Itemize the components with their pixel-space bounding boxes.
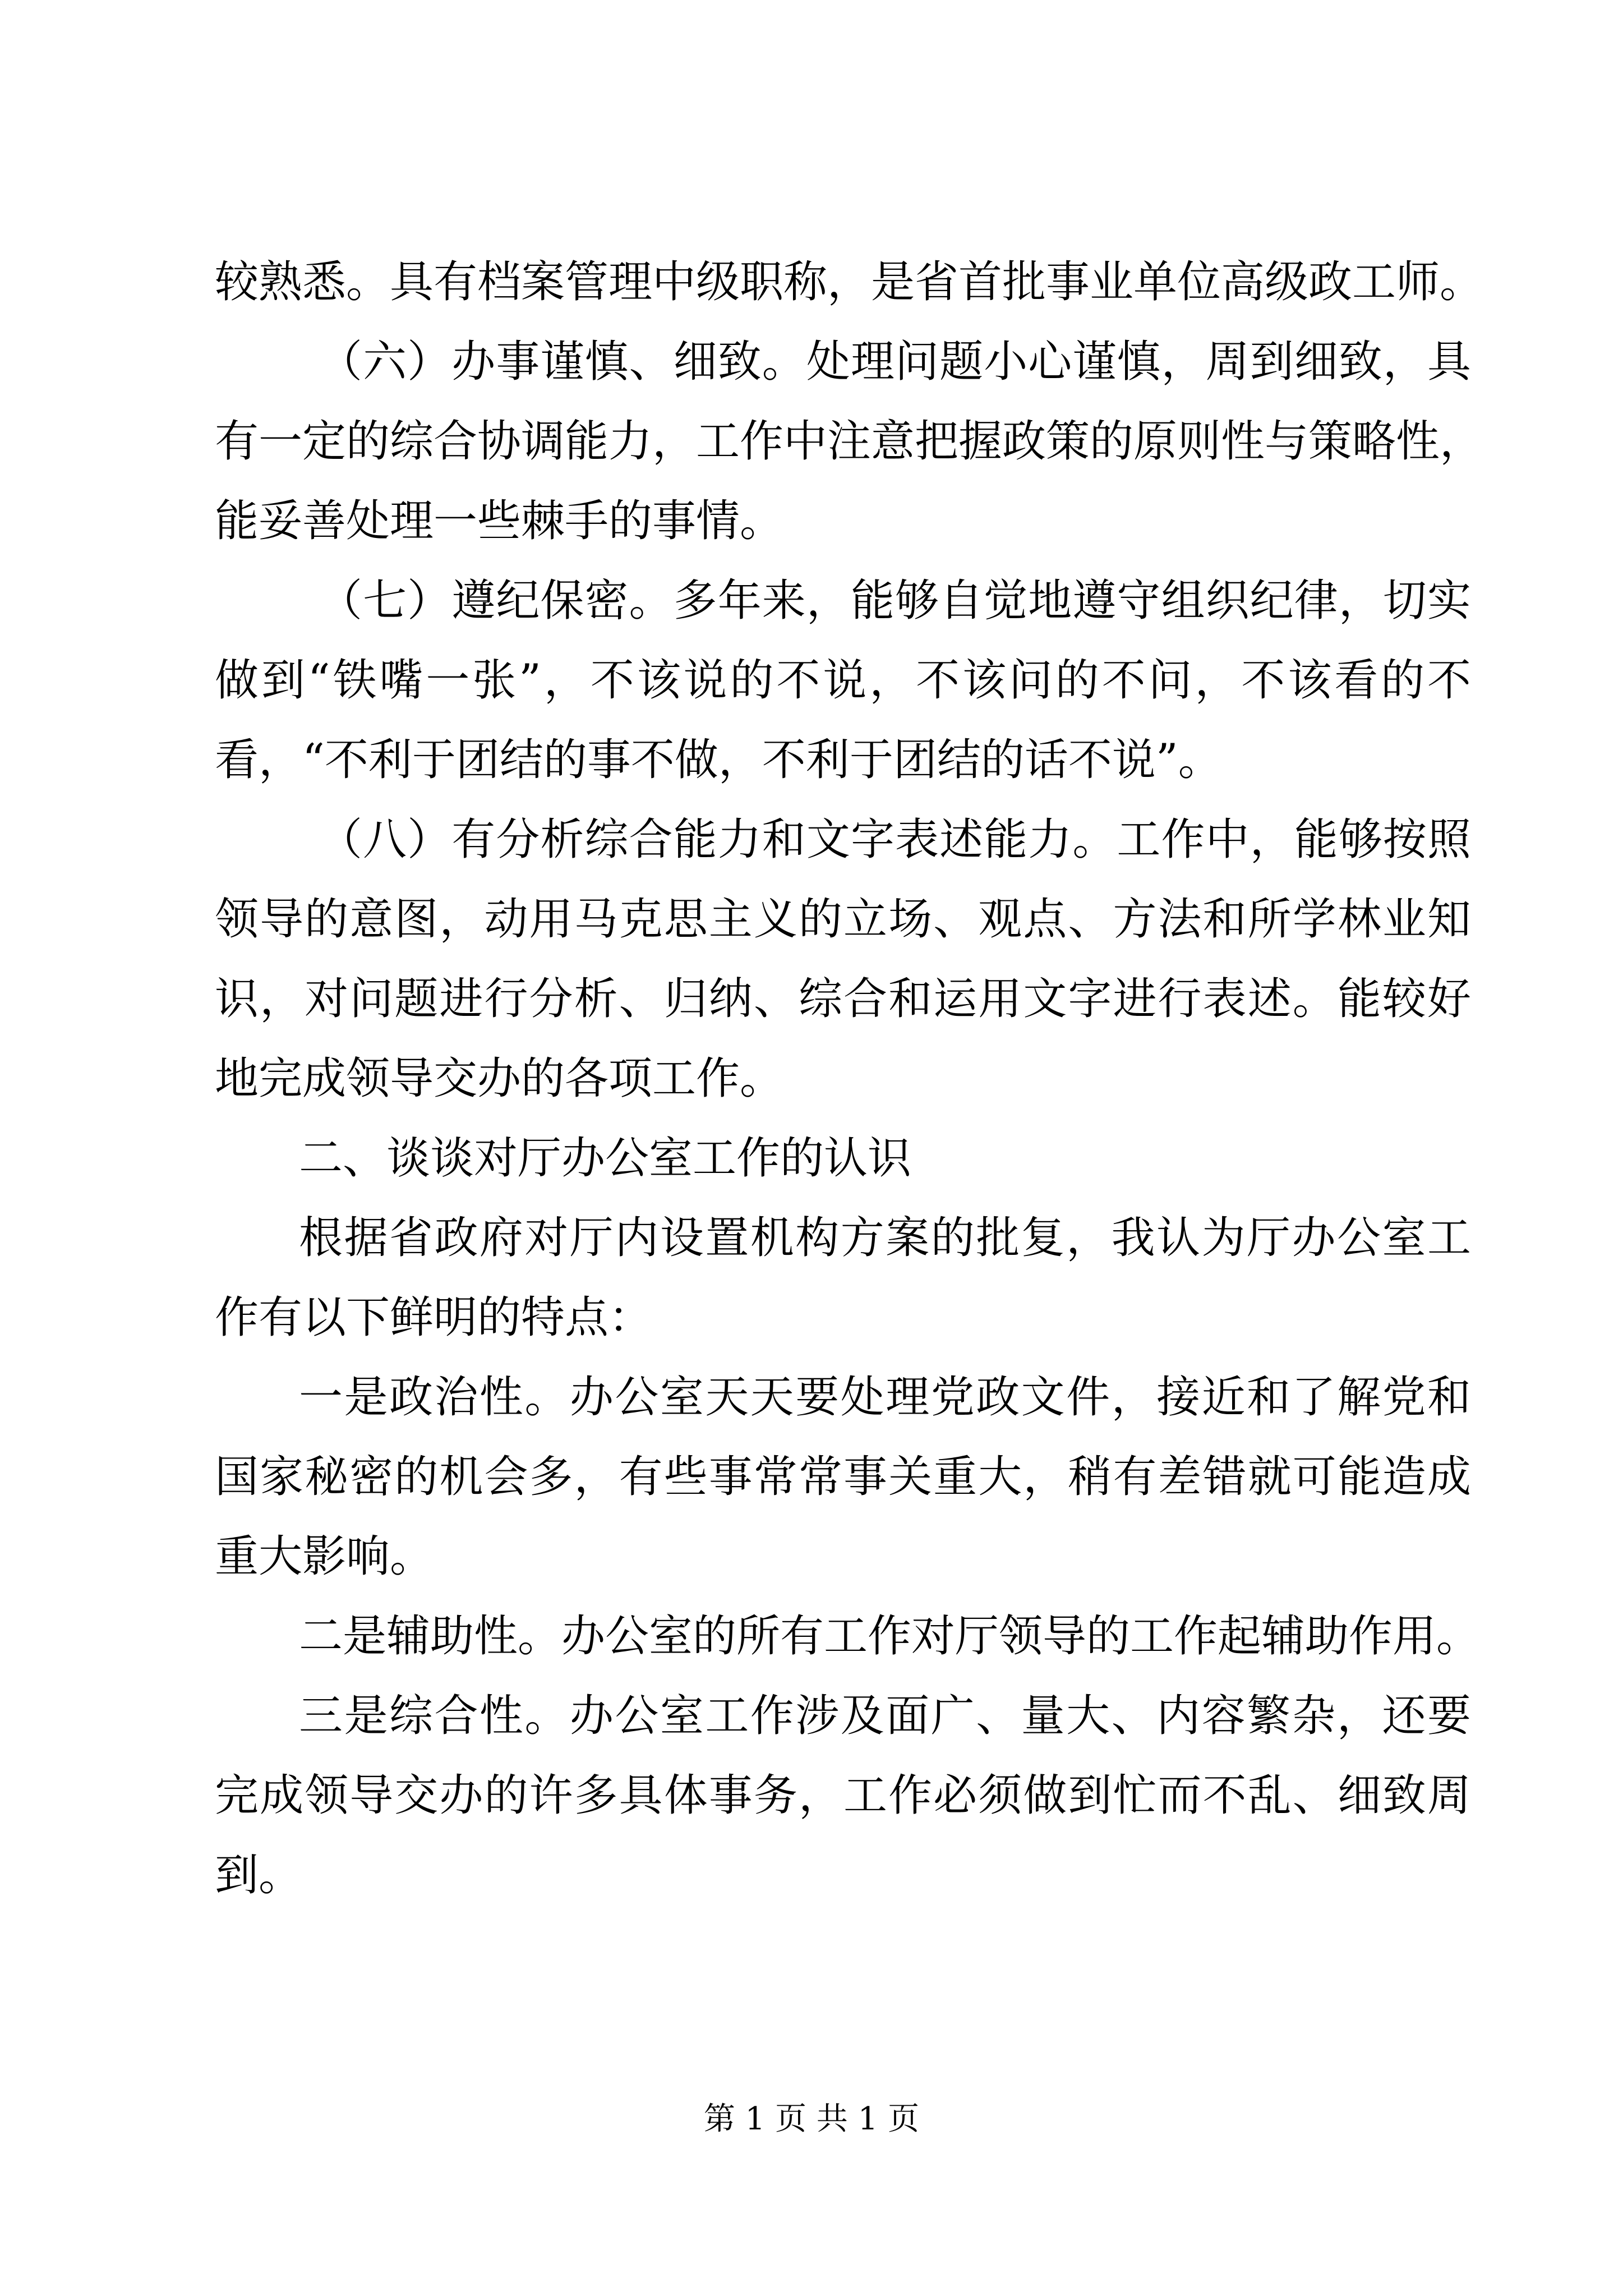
text-line: 识，对问题进行分析、归纳、综合和运用文字进行表述。能较好	[215, 974, 1471, 1024]
text-line: （六）办事谨慎、细致。处理问题小心谨慎，周到细致，具	[319, 337, 1471, 387]
text-line: 能妥善处理一些棘手的事情。	[215, 496, 784, 546]
text-line: 作有以下鲜明的特点：	[215, 1292, 653, 1343]
text-line: 做到“铁嘴一张”，不该说的不说，不该问的不问，不该看的不	[215, 655, 1471, 706]
text-line: 国家秘密的机会多，有些事常常事关重大，稍有差错就可能造成	[215, 1452, 1471, 1502]
text-line: 地完成领导交办的各项工作。	[215, 1053, 784, 1104]
text-line: 一是政治性。办公室天天要处理党政文件，接近和了解党和	[299, 1372, 1471, 1423]
page-number-footer: 第 1 页 共 1 页	[703, 2101, 920, 2137]
text-line: （八）有分析综合能力和文字表述能力。工作中，能够按照	[319, 815, 1471, 865]
section-heading: 二、谈谈对厅办公室工作的认识	[299, 1133, 912, 1184]
text-line: 领导的意图，动用马克思主义的立场、观点、方法和所学林业知	[215, 894, 1471, 945]
text-line: 重大影响。	[215, 1531, 434, 1582]
text-line: 有一定的综合协调能力，工作中注意把握政策的原则性与策略性，	[215, 416, 1484, 467]
text-line: 二是辅助性。办公室的所有工作对厅领导的工作起辅助作用。	[299, 1611, 1481, 1662]
text-line: （七）遵纪保密。多年来，能够自觉地遵守组织纪律，切实	[319, 576, 1471, 626]
text-line: 三是综合性。办公室工作涉及面广、量大、内容繁杂，还要	[299, 1691, 1471, 1741]
text-line: 完成领导交办的许多具体事务，工作必须做到忙而不乱、细致周	[215, 1770, 1471, 1821]
text-line: 到。	[215, 1850, 303, 1901]
text-line: 看，“不利于团结的事不做，不利于团结的话不说”。	[215, 735, 1222, 785]
text-line: 根据省政府对厅内设置机构方案的批复，我认为厅办公室工	[299, 1213, 1471, 1263]
text-line: 较熟悉。具有档案管理中级职称，是省首批事业单位高级政工师。	[215, 257, 1484, 307]
